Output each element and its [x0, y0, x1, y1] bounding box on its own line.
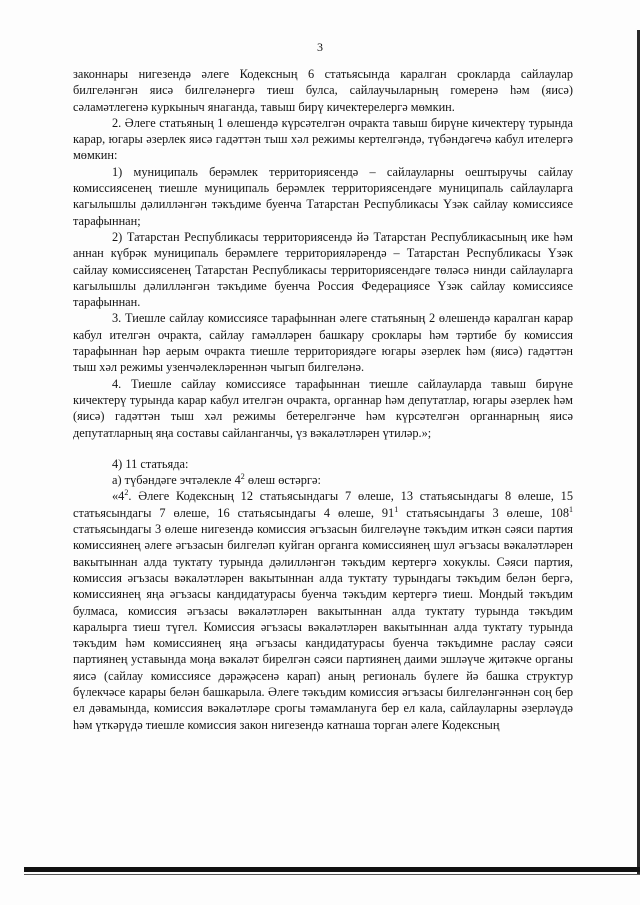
paragraph-subitem-2: 2) Татарстан Республикасы территориясендә йә Татарстан Республикасының ике һәм аннан күбрәк муниципаль берәмлеге территорияләрендә – Татарстан Республикасы Үзәк сайлау комиссиясенең Татарстан Республикасы территориясендәге төләсә нинди сайлауларга кагылышлы дәлилләнгән тәкъдиме буенча Россия Федерациясе Үзәк сайлау комиссиясе тарафыннан.	[73, 229, 573, 310]
paragraph-amendment-a: а) түбәндәге эчтәлекле $4^2$ өлеш өстәргә:	[112, 472, 321, 488]
paragraph-part-4-2: «$4^2$. Әлеге Кодексның 12 статьясындагы 7 өлеше, 13 статьясындагы 8 өлеше, 15 статьясындагы 7 өлеше, 16 статьясындагы 4 өлеше, $91^1$ статьясындагы 3 өлеше, $108^1$ статьясындагы 3 өлеше нигезендә комиссия әгъзасын билгеләүне тәкъдим иткән сәяси партия комиссиянең әлеге әгъзасын билгеләп куйган органга комиссиянең шул әгъзасы вәкаләтләрен вакытыннан алда туктату турында дәлилләнгән тәкъдим кертергә хокуклы. Сәяси партия, комиссия әгъзасы вәкаләтләрен вакытыннан алда туктату турындагы тәкъдим белән бергә, комиссиянең яңа әгъзасы кандидатурасы буенча тәкъдим кертергә тиеш. Мондый тәкъдим булмаса, комиссия әгъзасы вәкаләтләрен вакытыннан алда туктату турында тәкъдим каралырга тиеш түгел. Комиссия әгъзасы вәкаләтләрен вакытыннан алда туктату турында тәкъдим һәм комиссиянең яңа әгъзасы кандидатурасы буенча тәкъдимне раслау сәяси партиянең уставында моңа вәкаләт бирелгән сәяси партиянең даими эшләүче җитәкче органы яисә (сайлау комиссиясе дәрәҗәсенә карап) аның региональ бүлеге йә башка структур бүлекчәсе карары белән башкарыла. Әлеге тәкъдим комиссия әгъзасы билгеләнгәннән соң бер ел дәвамында, комиссия вәкаләтләре срогы тәмамлануга бер ел кала, сайлауларны әзерләүдә һәм үткәрүдә тиешле комиссия закон нигезендә катнаша торган әлеге Кодексның	[73, 488, 573, 732]
superscript: 2	[124, 488, 129, 498]
scan-edge-bottom-line	[24, 874, 640, 875]
superscript: 1	[394, 504, 399, 514]
paragraph-gap	[73, 441, 573, 456]
scan-edge-bottom	[24, 867, 640, 872]
paragraph-item-2: 2. Әлеге статьяның 1 өлешендә күрсәтелгән очракта тавыш бирүне кичектерү турында карар, югары әзерлек яисә гадәттән тыш хәл режимы кертелгәндә, түбәндәгечә кабул ителергә мөмкин:	[73, 115, 573, 163]
paragraph-subitem-1: 1) муниципаль берәмлек территориясендә – сайлауларны оештыручы сайлау комиссиясенең тиешле муниципаль берәмлек территориясендәге муниципаль сайлауларга кагылышлы дәлилләнгән тәкъдиме буенча Татарстан Республикасы Үзәк сайлау комиссиясе тарафыннан;	[73, 164, 573, 228]
page-number: 3	[317, 40, 323, 54]
superscript: 2	[240, 472, 245, 482]
paragraph-continuation: законнары нигезендә әлеге Кодексның 6 статьясында каралган срокларда сайлаулар билгеләнгән яисә билгеләнергә тиеш булса, сайлаучыларның гомеренә һәм (яисә) сәламәтлегенә куркыныч янаганда, тавыш бирү кичектерелергә мөмкин.	[73, 67, 573, 114]
superscript: 1	[569, 504, 573, 514]
document-body	[73, 66, 573, 733]
paragraph-article-11: 4) 11 статьяда:	[112, 456, 189, 471]
paragraph-item-3: 3. Тиешле сайлау комиссиясе тарафыннан әлеге статьяның 2 өлешендә каралган карар кабул ителгән очракта, сайлау гамәлләрен башкару сроклары һәм тәртибе бу комиссия тарафыннан һәр аерым очракта тиешле территориядәге югары әзерлек һәм (яисә) гадәттән тыш хәл режимы узенчәлекләреннән чыгып билгеләнә.	[73, 311, 573, 375]
paragraph-item-4: 4. Тиешле сайлау комиссиясе тарафыннан тиешле сайлауларда тавыш бирүне кичектерү турында карар кабул ителгән очракта, органнар һәм депутатлар, югары әзерлек һәм (яисә) гадәттән тыш хәл режимы бетерелгәнче һәм күрсәтелгән органнарның яисә депутатларның яңа составы сайланганчы, үз вәкаләтләрен үтиләр.»;	[73, 376, 573, 440]
